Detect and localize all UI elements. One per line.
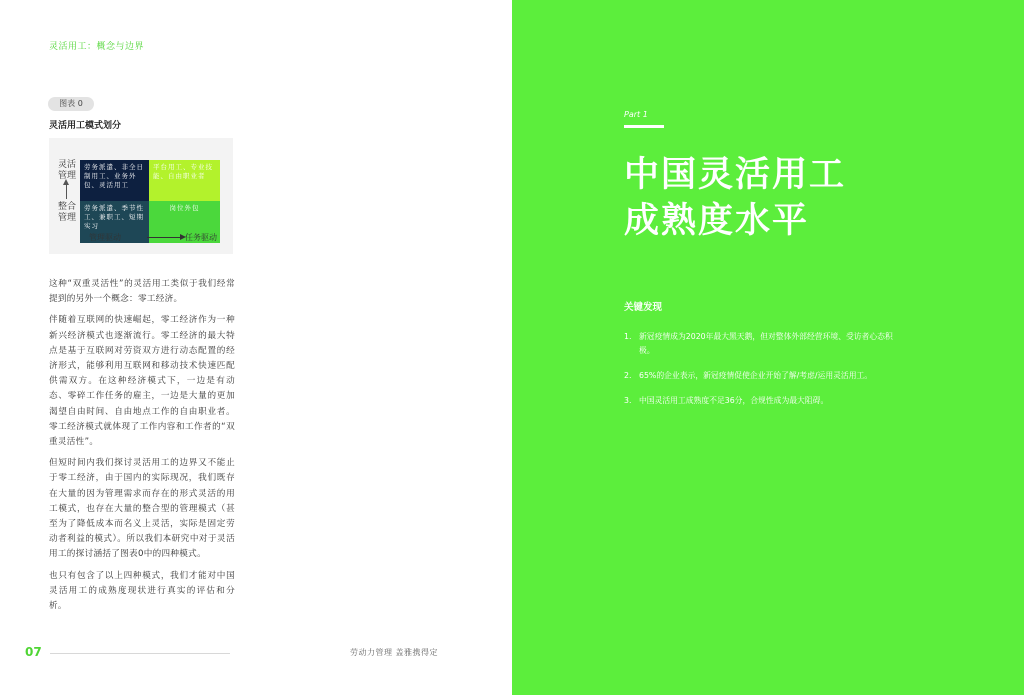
- chapter-title: [624, 152, 924, 244]
- footer-divider: [50, 653, 230, 654]
- paragraph-3: 但短时间内我们探讨灵活用工的边界又不能止于零工经济，由于国内的实际现况，我们既存在大量的因为管理需求而存在的形式灵活的用工模式，也存在大量的整合型的管理模式（甚至为了降低成本而名义上灵活，实际是固定劳动者利益的模式）。所以我们本研究中对于灵活用工的探讨涵括了图表0中的四种模式。: [49, 458, 235, 560]
- finding-item: [624, 330, 894, 358]
- paragraph-2: 伴随着互联网的快速崛起，零工经济作为一种新兴经济模式也逐渐流行。零工经济的最大特点是基于互联网对劳资双方进行动态配置的经济形式，能够利用互联网和移动技术快速匹配供需双方。在这种经济模式下，一边是有动态、零碎工作任务的雇主，一边是大量的更加渴望自由时间、自由地点工作的自由职业者。零工经济模式就体现了工作内容和工作者的“双重灵活性”。: [49, 315, 235, 448]
- footer-text: 劳动力管理 盖雅携得定: [350, 648, 439, 657]
- finding-number: 3.: [624, 396, 632, 405]
- figure-title: 灵活用工模式划分: [49, 121, 122, 131]
- finding-text: 中国灵活用工成熟度不足36分，合规性成为最大阻碍。: [639, 396, 829, 405]
- paragraph-4: 也只有包含了以上四种模式，我们才能对中国灵活用工的成熟度现状进行真实的评估和分析。: [49, 570, 235, 612]
- part-underline: [624, 125, 664, 128]
- y-axis-top-label: 灵活管理: [57, 160, 76, 181]
- figure-tag: 图表 0: [48, 97, 94, 111]
- matrix-cell-top-right: 平台用工、专业技能、自由职业者: [149, 160, 220, 201]
- chapter-title-line-1: 中国灵活用工: [624, 155, 847, 195]
- finding-item: [624, 394, 894, 408]
- x-axis-left-label: 管理驱动: [89, 233, 121, 242]
- matrix-cell-bottom-left: 劳务派遣、季节性工、兼职工、短期实习: [80, 201, 149, 243]
- right-page: [512, 0, 1024, 695]
- findings-heading: 关键发现: [624, 302, 663, 313]
- chapter-title-line-2: 成熟度水平: [624, 201, 810, 241]
- finding-number: 1.: [624, 332, 632, 341]
- finding-text: 新冠疫情成为2020年最大黑天鹅，但对整体外部经营环境、受访者心态积极。: [639, 332, 893, 355]
- y-axis-arrow: [66, 184, 67, 199]
- paragraph-1: 这种“双重灵活性”的灵活用工类似于我们经常提到的另外一个概念：零工经济。: [49, 279, 235, 305]
- x-axis-arrow: [147, 237, 181, 238]
- matrix-cell-bottom-right: 岗位外包: [149, 201, 220, 243]
- finding-text: 65%的企业表示，新冠疫情促使企业开始了解/考虑/运用灵活用工。: [639, 371, 873, 380]
- matrix-cell-top-left: 劳务派遣、非全日制用工、业务外包、灵活用工: [80, 160, 149, 201]
- y-axis-bottom-label: 整合管理: [57, 202, 76, 223]
- x-axis-right-label: 任务驱动: [185, 233, 217, 242]
- section-header: 灵活用工：概念与边界: [49, 42, 145, 52]
- page-number: 07: [25, 645, 42, 659]
- finding-number: 2.: [624, 371, 632, 380]
- findings-list: [624, 330, 894, 419]
- flexible-work-matrix: [49, 138, 233, 254]
- finding-item: [624, 369, 894, 383]
- body-text: [49, 277, 235, 620]
- part-label: Part 1: [624, 110, 648, 119]
